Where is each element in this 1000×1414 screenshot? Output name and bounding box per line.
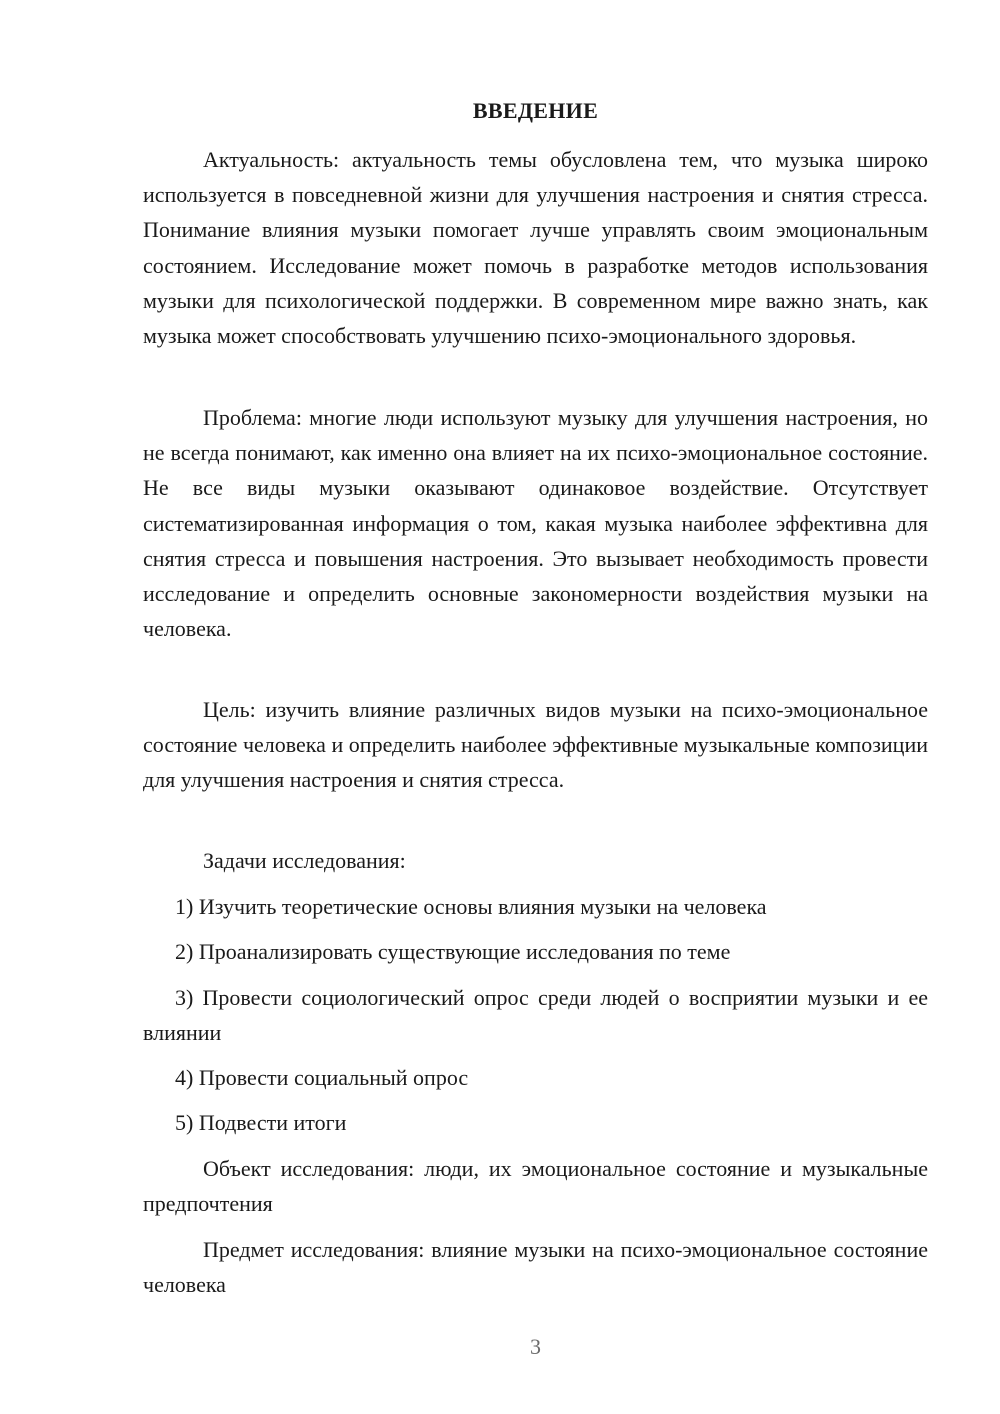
paragraph-goal: Цель: изучить влияние различных видов музыки на психо-эмоциональное состояние человека и определить наиболее эффективные музыкальные композиции для улучшения настроения и снятия стресса.	[143, 697, 928, 793]
task-item-4: 4) Провести социальный опрос	[175, 1065, 469, 1090]
paragraph-object: Объект исследования: люди, их эмоциональное состояние и музыкальные предпочтения	[143, 1156, 928, 1217]
page-number: 3	[530, 1334, 541, 1359]
task-item-3: 3) Провести социологический опрос среди людей о восприятии музыки и ее влиянии	[143, 985, 928, 1046]
task-item-2: 2) Проанализировать существующие исследования по теме	[175, 939, 731, 964]
paragraph-relevance: Актуальность: актуальность темы обусловлена тем, что музыка широко используется в повседневной жизни для улучшения настроения и снятия стресса. Понимание влияния музыки помогает лучше управлять своим эмоциональным состоянием. Исследование может помочь в разработке методов использования музыки для психологической поддержки. В современном мире важно знать, как музыка может способствовать улучшению психо-эмоционального здоровья.	[143, 147, 928, 349]
task-item-5: 5) Подвести итоги	[175, 1110, 347, 1135]
section-title: ВВЕДЕНИЕ	[472, 98, 599, 123]
paragraph-subject: Предмет исследования: влияние музыки на психо-эмоциональное состояние человека	[143, 1237, 928, 1298]
task-item-1: 1) Изучить теоретические основы влияния музыки на человека	[175, 894, 767, 919]
document-page	[143, 0, 928, 1414]
tasks-heading: Задачи исследования:	[203, 848, 406, 873]
paragraph-problem: Проблема: многие люди используют музыку для улучшения настроения, но не всегда понимают, как именно она влияет на их психо-эмоциональное состояние. Не все виды музыки оказывают одинаковое воздействие. Отсутствует систематизированная информация о том, какая музыка наиболее эффективна для снятия стресса и повышения настроения. Это вызывает необходимость провести исследование и определить основные закономерности воздействия музыки на человека.	[143, 405, 928, 642]
